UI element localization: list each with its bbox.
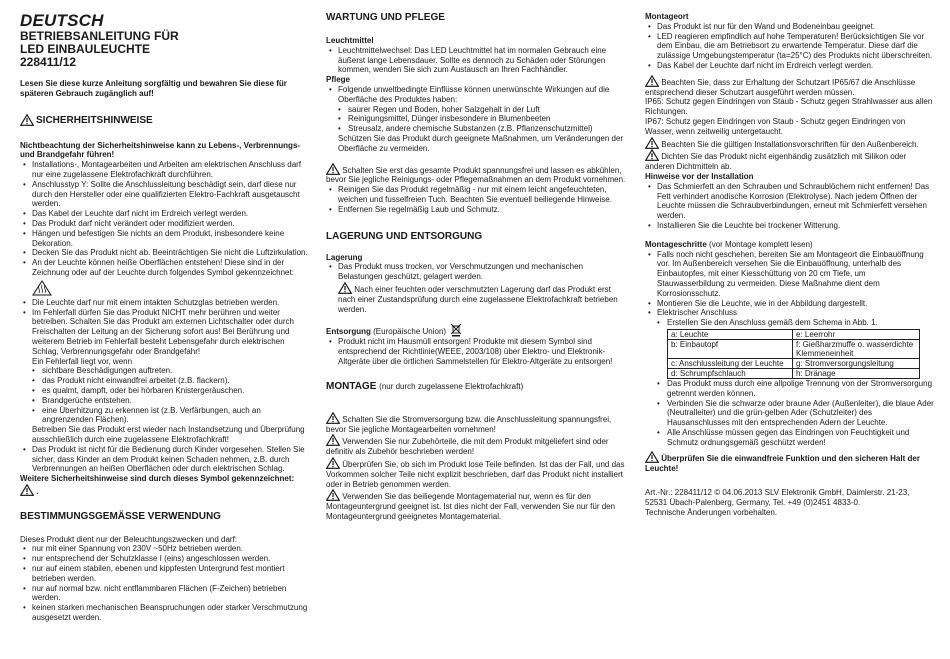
- column-3: [645, 12, 935, 517]
- list-item: • Falls noch nicht geschehen, bereiten Sie am Montageort die Einbauöffnung vor. Im Außenbereich versehen Sie die Einbauöffnung, unterhalb des Einbautopfes, mit einer Kiesschüttung von 20 cm Tiefe, um Stauwasserbildung zu vermeiden. Diese Maßnahme dient dem Korrosionsschutz.: [657, 250, 935, 299]
- list-item: • Hängen und befestigen Sie nichts an dem Produkt, insbesondere keine Dekoration.: [32, 229, 312, 249]
- safety-heading: SICHERHEITSHINWEISE: [20, 115, 312, 127]
- warning-triangle-icon: [326, 434, 340, 446]
- column-2: [326, 12, 626, 522]
- warning-triangle-icon: [326, 489, 340, 501]
- care-sub-list: [326, 105, 626, 134]
- list-item: • Installations-, Montagearbeiten und Arbeiten am elektrischen Anschluss darf nur eine zugelassene Elektrofachkraft durchführen.: [32, 160, 312, 180]
- ip65-text: IP65: Schutz gegen Eindringen von Staub - Schutz gegen Strahlwasser aus allen Richtungen.: [645, 97, 933, 117]
- warning-triangle-icon: [645, 75, 659, 87]
- list-item: • Das Produkt muss durch eine allpolige Trennung von der Stromversorgung getrennt werden können.: [667, 379, 935, 399]
- disposal-list: [326, 337, 626, 366]
- title-line-2: LED EINBAULEUCHTE: [20, 42, 151, 56]
- intended-use-heading: BESTIMMUNGSGEMÄSSE VERWENDUNG: [20, 510, 221, 522]
- clean-list: [326, 185, 626, 214]
- maintenance-warning: Schalten Sie erst das gesamte Produkt spannungsfrei und lassen es abkühlen, bevor Sie jegliche Reinigungs- oder Pflegemaßnahmen an dem Produkt vornehmen.: [326, 163, 626, 186]
- list-item: • Das Produkt darf nicht verändert oder modifiziert werden.: [32, 219, 312, 229]
- list-item: • es qualmt, dampft, oder bei hörbaren Knistergeräuschen.: [42, 386, 312, 396]
- list-item: • Elektrischer Anschluss: [657, 308, 935, 318]
- location-list: [645, 22, 935, 71]
- mounting-warning: Verwenden Sie nur Zubehörteile, die mit dem Produkt mitgeliefert sind oder definitiv als Zubehör beschrieben werden!: [326, 434, 626, 457]
- table-row: a: Leuchte e: Leerrohr: [668, 329, 920, 339]
- warning-triangle-icon: [645, 451, 659, 463]
- intended-list: [20, 544, 312, 622]
- list-item: • Streusalz, andere chemische Substanzen (z.B. Pflanzenschutzmittel): [348, 124, 626, 134]
- table-row: d: Schrumpfschlauch h: Dränage: [668, 368, 920, 378]
- mounting-warning: Überprüfen Sie, ob sich im Produkt lose Teile befinden. Ist das der Fall, und das Vorkommen solcher Teile nicht explizit beschrieben, darf das Produkt nicht installiert oder in Betrieb genommen werden.: [326, 457, 626, 489]
- list-item: • sichtbare Beschädigungen auftreten.: [42, 366, 312, 376]
- list-item: • Das Kabel der Leuchte darf nicht im Erdreich verlegt werden.: [657, 61, 935, 71]
- list-item: • das Produkt nicht einwandfrei arbeitet (z.B. flackern).: [42, 376, 312, 386]
- intro-text: Lesen Sie diese kurze Anleitung sorgfältig und bewahren Sie diese für späteren Gebrauch zugänglich auf!: [20, 79, 287, 98]
- care-outro: Schützen Sie das Produkt durch geeignete Maßnahmen, um Veränderungen der Oberfläche zu vermeiden.: [338, 133, 624, 153]
- list-item: • Das Produkt ist nur für den Wand und Bodeneinbau geeignet.: [657, 22, 935, 32]
- crossed-bin-icon: [450, 323, 462, 337]
- ip67-text: IP67: Schutz gegen Eindringen von Staub - Schutz gegen Eindringen von Wasser, wenn zeitweilig untergetaucht.: [645, 116, 906, 136]
- list-item: • keinen starken mechanischen Beanspruchungen oder starker Verschmutzung ausgesetzt werden.: [32, 603, 312, 623]
- list-item: • Montieren Sie die Leuchte, wie in der Abbildung dargestellt.: [657, 299, 935, 309]
- further-safety-note: Weitere Sicherheitshinweise sind durch dieses Symbol gekennzeichnet:: [20, 474, 295, 484]
- list-item: • An der Leuchte können heiße Oberflächen entstehen! Diese sind in der Zeichnung oder auf der Leuchte durch folgendes Symbol gekennzeichnet:: [32, 258, 312, 278]
- list-item: • Das Produkt muss trocken, vor Verschmutzungen und mechanischen Belastungen geschützt, gelagert werden.: [338, 262, 626, 282]
- lamp-list: [326, 46, 626, 75]
- steps-heading: Montageschritte (vor Montage komplett lesen): [645, 239, 813, 249]
- list-item: • Anschlusstyp Y: Sollte die Anschlussleitung beschädigt sein, darf diese nur durch den Hersteller oder eine qualifizierten Elektro-Fachkraft ausgetauscht werden.: [32, 180, 312, 209]
- mounting-warning: Schalten Sie die Stromversorgung bzw. die Anschlussleitung spannungsfrei, bevor Sie jegliche Montagearbeiten vornehmen!: [326, 412, 626, 435]
- safety-list-2: [20, 298, 312, 357]
- list-item: • nur auf einem stabilen, ebenen und kippfesten Untergrund fest montiert betrieben werden.: [32, 564, 312, 584]
- footer-line-1: Art.-Nr.: 228411/12 © 04.06.2013 SLV Elektronik GmbH, Daimlerstr. 21-23,: [645, 488, 910, 498]
- hints-list: [645, 182, 935, 231]
- hot-surface-icon: [32, 280, 52, 296]
- list-item: • Entfernen Sie regelmäßig Laub und Schmutz.: [338, 205, 626, 215]
- safety-list: [20, 160, 312, 278]
- list-item: • Produkt nicht im Hausmüll entsorgen! Produkte mit diesem Symbol sind entsprechend der Richtlinie(WEEE, 2003/108) über Elektro- und Elektronik-Altgeräte über die örtlichen Sammelstellen für Elektro-Altgeräte zu entsorgen!: [338, 337, 626, 366]
- list-item: • Das Kabel der Leuchte darf nicht im Erdreich verlegt werden.: [32, 209, 312, 219]
- list-item: • Reinigen Sie das Produkt regelmäßig - nur mit einem leicht angefeuchteten, weichen und fusselfreien Tuch. Beachten Sie eventuell beiliegende Hinweise.: [338, 185, 626, 205]
- care-heading: Pflege: [326, 75, 351, 85]
- steps-list: [645, 250, 935, 319]
- warning-triangle-icon: [326, 163, 340, 175]
- list-item: • nur auf normal bzw. nicht entflammbaren Flächen (F-Zeichen) betrieben werden.: [32, 584, 312, 604]
- list-item: • Verbinden Sie die schwarze oder braune Ader (Außenleiter), die blaue Ader (Neutralleiter) und die grün-gelben Ader (Schutzleiter) des Hausanschlusses mit den entsprechenden Adern der Leuchte.: [667, 399, 935, 428]
- seal-warning: Dichten Sie das Produkt nicht eigenhändig zusätzlich mit Silikon oder anderen Dichtmitteln ab.: [645, 149, 935, 172]
- list-item: • Erstellen Sie den Anschluss gemäß dem Schema in Abb. 1.: [667, 318, 935, 328]
- fault-list: [20, 366, 312, 425]
- list-item: • Reinigungsmittel, Dünger insbesondere in Blumenbeeten: [348, 114, 626, 124]
- wiring-legend-table: [667, 329, 920, 379]
- list-item: • nur mit einer Spannung von 230V ~50Hz betrieben werden.: [32, 544, 312, 554]
- list-item: • Leuchtmittelwechsel: Das LED Leuchtmittel hat im normalen Gebrauch eine äußerst lange Lebensdauer. Sollte es dennoch zu Schäden oder Störungen kommen, wenden Sie sich zum Austausch an Ihren Fachhändler.: [338, 46, 626, 75]
- warning-triangle-icon: [326, 412, 340, 424]
- ip-warning: Beachten Sie, dass zur Erhaltung der Schutzart IP65/67 die Anschlüsse entsprechend dieser Schutzart ausgeführt werden müssen.: [645, 75, 935, 98]
- fault-intro: Ein Fehlerfall liegt vor, wenn: [32, 356, 133, 366]
- warning-triangle-icon: [20, 484, 34, 496]
- list-item: • Alle Anschlüsse müssen gegen das Eindringen von Feuchtigkeit und Schmutz ordnungsgemäß geschützt werden!: [667, 428, 935, 448]
- list-item: • LED reagieren empfindlich auf hohe Temperaturen! Berücksichtigen Sie vor dem Einbau, die am Betriebsort zu erwartende Temperatur. Diese darf die zulässige Umgebungstemperatur (ta=25°C) des Produkts nicht überschreiten.: [657, 32, 935, 61]
- rules-warning: Beachten Sie die gültigen Installationsvorschriften für den Außenbereich.: [645, 137, 935, 150]
- title-line-1: BETRIEBSANLEITUNG FÜR: [20, 29, 179, 43]
- mounting-heading: MONTAGE (nur durch zugelassene Elektrofachkraft): [326, 380, 524, 392]
- list-item: • Decken Sie das Produkt nicht ab. Beeinträchtigen Sie nicht die Luftzirkulation.: [32, 248, 312, 258]
- list-item: • Folgende unweltbedingte Einflüsse können unerwünschte Wirkungen auf die Oberfläche des Produktes haben:: [338, 85, 626, 105]
- footer-line-2: 52531 Übach-Palenberg, Germany, Tel. +49 (0)2451 4833-0.: [645, 497, 861, 507]
- list-item: • eine Überhitzung zu erkennen ist (z.B. Verfärbungen, auch an angrenzenden Flächen).: [42, 406, 312, 426]
- safety-warning: Nichtbeachtung der Sicherheitshinweise kann zu Lebens-, Verbrennungs- und Brandgefahr führen!: [20, 140, 301, 160]
- care-list: [326, 85, 626, 105]
- children-list: [20, 445, 312, 474]
- warning-triangle-icon: [338, 282, 352, 294]
- table-row: b: Einbautopf f: Gießharzmuffe o. wasserdichte Klemmeneinheit: [668, 339, 920, 358]
- footer-line-3: Technische Änderungen vorbehalten.: [645, 507, 778, 517]
- intended-intro: Dieses Produkt dient nur der Beleuchtungszwecken und darf:: [20, 534, 238, 544]
- warning-triangle-icon: [20, 114, 34, 126]
- lamp-heading: Leuchtmittel: [326, 36, 374, 45]
- mounting-warning: Verwenden Sie das beiliegende Montagematerial nur, wenn es für den Montageuntergrund geeignet ist. Ist dies nicht der Fall, verwenden Sie nur für den Montageuntergrund geeignetes Montagematerial.: [326, 489, 626, 521]
- warning-triangle-icon: [326, 457, 340, 469]
- list-item: • nur entsprechend der Schutzklasse I (eins) angeschlossen werden.: [32, 554, 312, 564]
- maintenance-heading: WARTUNG UND PFLEGE: [326, 12, 445, 23]
- warning-triangle-icon: [645, 137, 659, 149]
- fault-outro: Betreiben Sie das Produkt erst wieder nach Instandsetzung und Überprüfung ausschließlich durch eine zugelassene Elektrofachkraft!: [32, 425, 305, 444]
- list-item: • Brandgerüche entstehen.: [42, 396, 312, 406]
- list-item: • saurer Regen und Boden, hoher Salzgehalt in der Luft: [348, 105, 626, 115]
- location-heading: Montageort: [645, 12, 689, 21]
- storage-list: [326, 262, 626, 282]
- column-1: [20, 12, 312, 623]
- scheme-list: [645, 318, 935, 328]
- warning-triangle-icon: [645, 149, 659, 161]
- hints-heading: Hinweise vor der Installation: [645, 171, 754, 181]
- further-safety-symbol: .: [20, 484, 312, 497]
- disposal-heading: Entsorgung (Europäische Union): [326, 323, 626, 337]
- list-item: • Das Schmierfett an den Schrauben und Schraublöchern nicht entfernen! Das Fett verhindert anodische Korrosion (Elektrolyse). Nach jedem Öffnen der Leuchte müssen die Schraubverbindungen, erneut mit Schmierfett versehen werden.: [657, 182, 935, 221]
- list-item: • Das Produkt ist nicht für die Bedienung durch Kinder vorgesehen. Stellen Sie sicher, dass Kinder an dem Produkt keinen Schaden nehmen, z.B. durch Verbrennungen an heißen Oberflächen oder durch elektrischen Schlag.: [32, 445, 312, 474]
- list-item: • Installieren Sie die Leuchte bei trockener Witterung.: [657, 221, 935, 231]
- model-number: 228411/12: [20, 55, 77, 69]
- storage-warning: Nach einer feuchten oder verschmutzten Lagerung darf das Produkt erst nach einer Zustandsprüfung durch eine zugelassene Elektrofachkraft betrieben werden.: [326, 282, 626, 314]
- list-item: • Die Leuchte darf nur mit einem intakten Schutzglas betrieben werden.: [32, 298, 312, 308]
- final-warning: Überprüfen Sie die einwandfreie Funktion und den sicheren Halt der Leuchte!: [645, 451, 935, 474]
- language-title: DEUTSCH: [20, 11, 104, 30]
- connection-list: [645, 379, 935, 448]
- storage-heading: LAGERUNG UND ENTSORGUNG: [326, 230, 483, 242]
- storage-subheading: Lagerung: [326, 252, 363, 262]
- table-row: c: Anschlussleitung der Leuchte g: Stromversorgungsleitung: [668, 358, 920, 368]
- list-item: • Im Fehlerfall dürfen Sie das Produkt NICHT mehr berühren und weiter betreiben. Schalten Sie das Produkt am externen Lichtschalter oder durch Freischalten der Leitung an der Sicherung sofort aus! Bei Berührung und weiterem Betrieb im Fehlerfall besteht Lebensgefahr durch elektrischen Schlag, Verbrennungsgefahr oder Brandgefahr!: [32, 308, 312, 357]
